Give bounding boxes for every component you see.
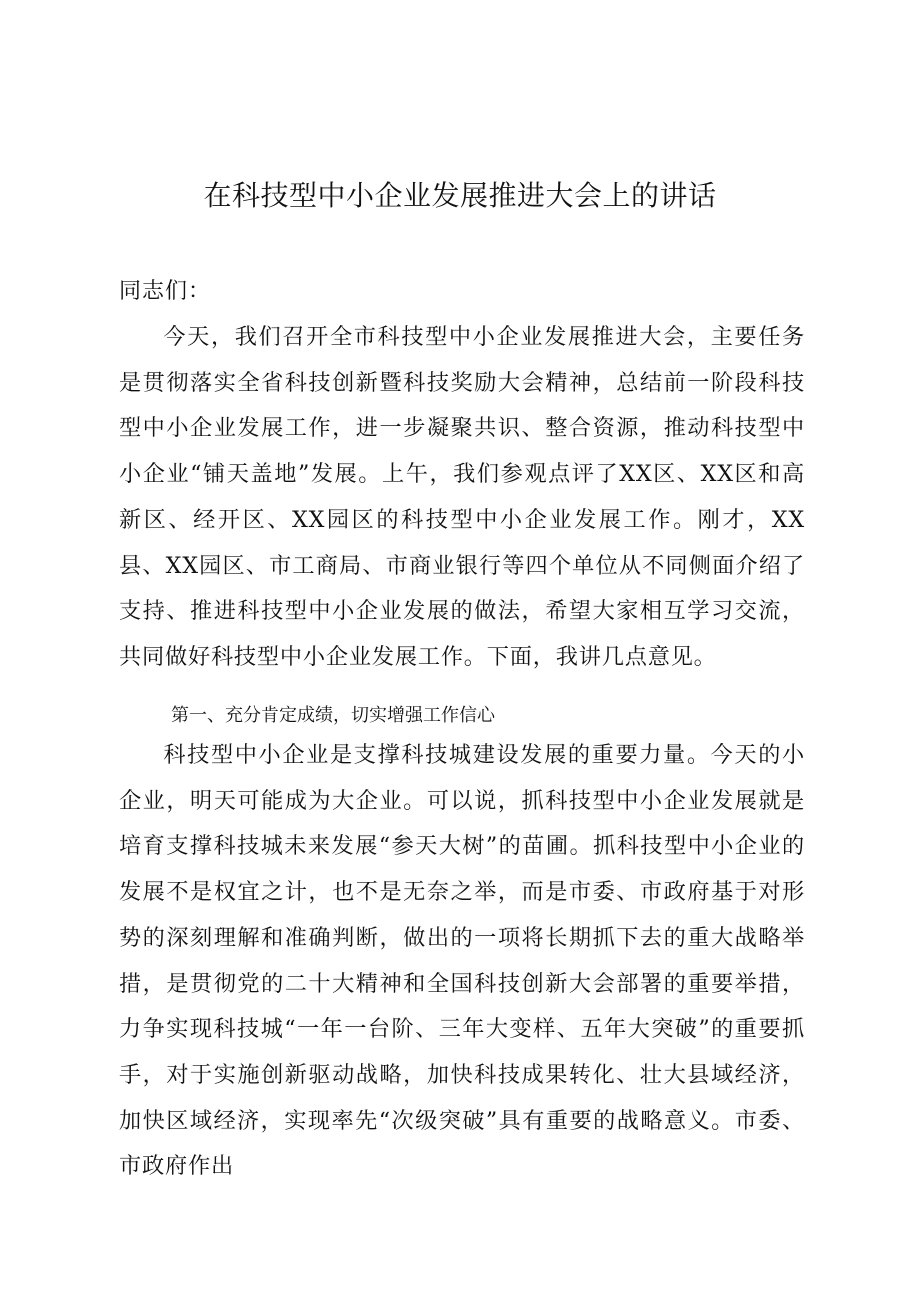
section-heading-1: 第一、充分肯定成绩，切实增强工作信心 — [171, 705, 495, 726]
greeting: 同志们： — [119, 279, 212, 304]
paragraph-intro: 今天，我们召开全市科技型中小企业发展推进大会，主要任务是贯彻落实全省科技创新暨科技奖励大会精神，总结前一阶段科技型中小企业发展工作，进一步凝聚共识、整合资源，推动科技型中小企业“铺天盖地”发展。上午，我们参观点评了XX区、XX区和高新区、经开区、XX园区的科技型中小企业发展工作。刚才，XX县、XX园区、市工商局、市商业银行等四个单位从不同侧面介绍了支持、推进科技型中小企业发展的做法，希望大家相互学习交流，共同做好科技型中小企业发展工作。下面，我讲几点意见。 — [119, 324, 805, 670]
document-title: 在科技型中小企业发展推进大会上的讲话 — [203, 179, 717, 212]
paragraph-section-1: 科技型中小企业是支撑科技城建设发展的重要力量。今天的小企业，明天可能成为大企业。可以说，抓科技型中小企业发展就是培育支撑科技城未来发展“参天大树”的苗圃。抓科技型中小企业的发展不是权宜之计，也不是无奈之举，而是市委、市政府基于对形势的深刻理解和准确判断，做出的一项将长期抓下去的重大战略举措，是贯彻党的二十大精神和全国科技创新大会部署的重要举措，力争实现科技城“一年一台阶、三年大变样、五年大突破”的重要抓手，对于实施创新驱动战略，加快科技成果转化、壮大县域经济，加快区域经济，实现率先“次级突破”具有重要的战略意义。市委、市政府作出 — [119, 742, 805, 1180]
